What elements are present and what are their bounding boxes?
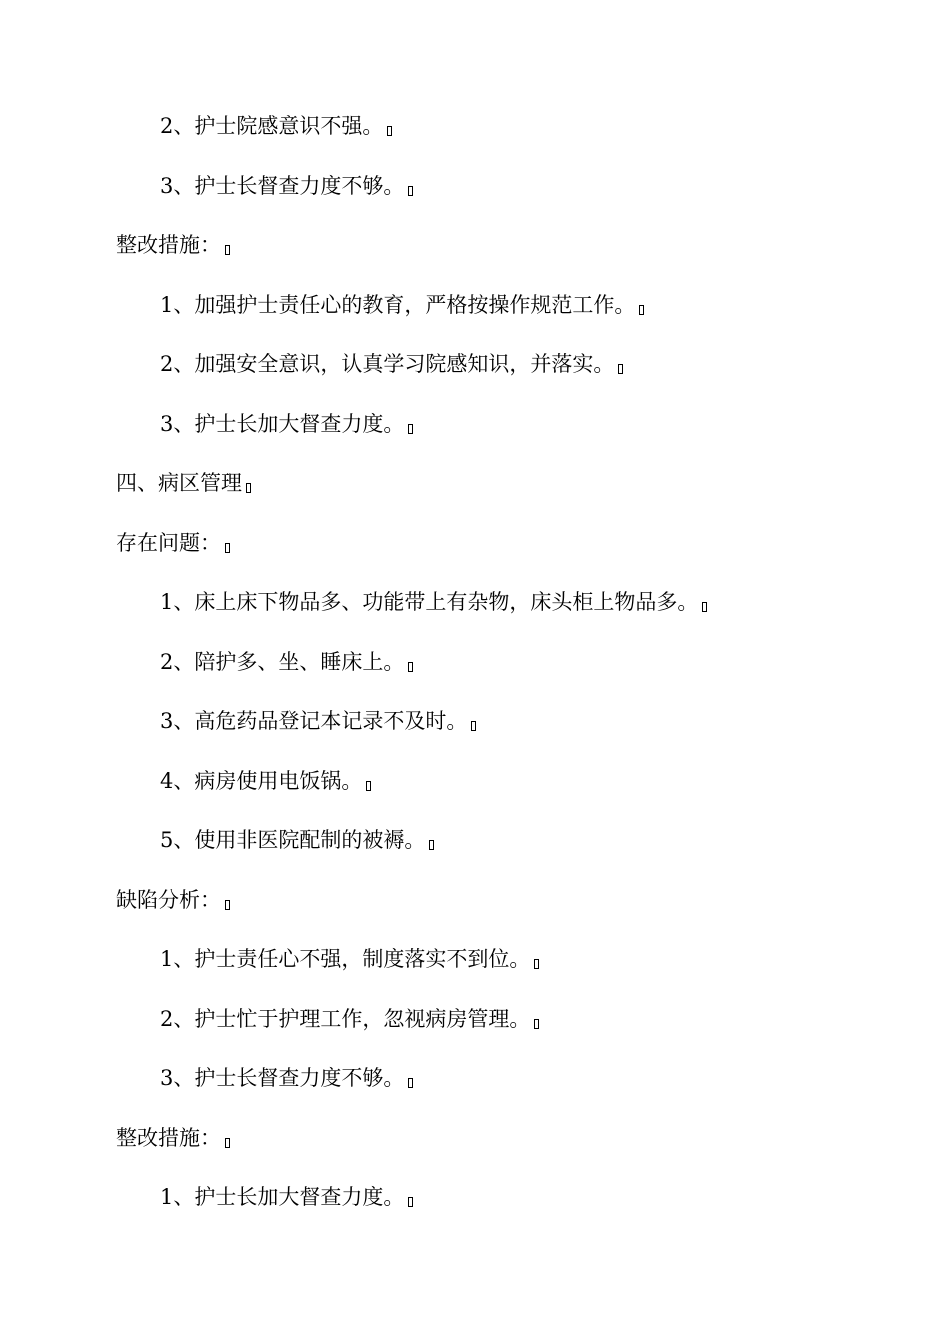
section-heading: 整改措施：: [116, 231, 230, 259]
paragraph-mark-icon: [408, 424, 413, 434]
paragraph-line: 2、护士院感意识不强。: [160, 112, 392, 140]
paragraph-line: 1、加强护士责任心的教育，严格按操作规范工作。: [160, 291, 644, 319]
paragraph-mark-icon: [225, 245, 230, 255]
paragraph-mark-icon: [429, 840, 434, 850]
paragraph-line: 3、护士长督查力度不够。: [160, 172, 413, 200]
paragraph-mark-icon: [366, 781, 371, 791]
paragraph-mark-icon: [639, 305, 644, 315]
section-heading: 缺陷分析：: [116, 886, 230, 914]
paragraph-mark-icon: [534, 1019, 539, 1029]
paragraph-mark-icon: [534, 959, 539, 969]
paragraph-mark-icon: [225, 543, 230, 553]
paragraph-line: 2、护士忙于护理工作，忽视病房管理。: [160, 1005, 539, 1033]
section-heading: 整改措施：: [116, 1124, 230, 1152]
paragraph-line: 2、加强安全意识，认真学习院感知识，并落实。: [160, 350, 623, 378]
paragraph-line: 3、高危药品登记本记录不及时。: [160, 707, 476, 735]
paragraph-line: 1、护士责任心不强，制度落实不到位。: [160, 945, 539, 973]
paragraph-line: 1、床上床下物品多、功能带上有杂物，床头柜上物品多。: [160, 588, 707, 616]
paragraph-mark-icon: [246, 483, 251, 493]
paragraph-line: 3、护士长督查力度不够。: [160, 1064, 413, 1092]
paragraph-mark-icon: [225, 900, 230, 910]
paragraph-mark-icon: [408, 1197, 413, 1207]
paragraph-line: 1、护士长加大督查力度。: [160, 1183, 413, 1211]
paragraph-line: 5、使用非医院配制的被褥。: [160, 826, 434, 854]
paragraph-mark-icon: [618, 364, 623, 374]
paragraph-line: 4、病房使用电饭锅。: [160, 767, 371, 795]
paragraph-mark-icon: [408, 1078, 413, 1088]
paragraph-mark-icon: [225, 1138, 230, 1148]
paragraph-mark-icon: [471, 721, 476, 731]
paragraph-line: 3、护士长加大督查力度。: [160, 410, 413, 438]
section-heading: 四、病区管理: [116, 469, 251, 497]
paragraph-mark-icon: [408, 186, 413, 196]
paragraph-mark-icon: [387, 126, 392, 136]
paragraph-mark-icon: [408, 662, 413, 672]
paragraph-line: 2、陪护多、坐、睡床上。: [160, 648, 413, 676]
section-heading: 存在问题：: [116, 529, 230, 557]
paragraph-mark-icon: [702, 602, 707, 612]
